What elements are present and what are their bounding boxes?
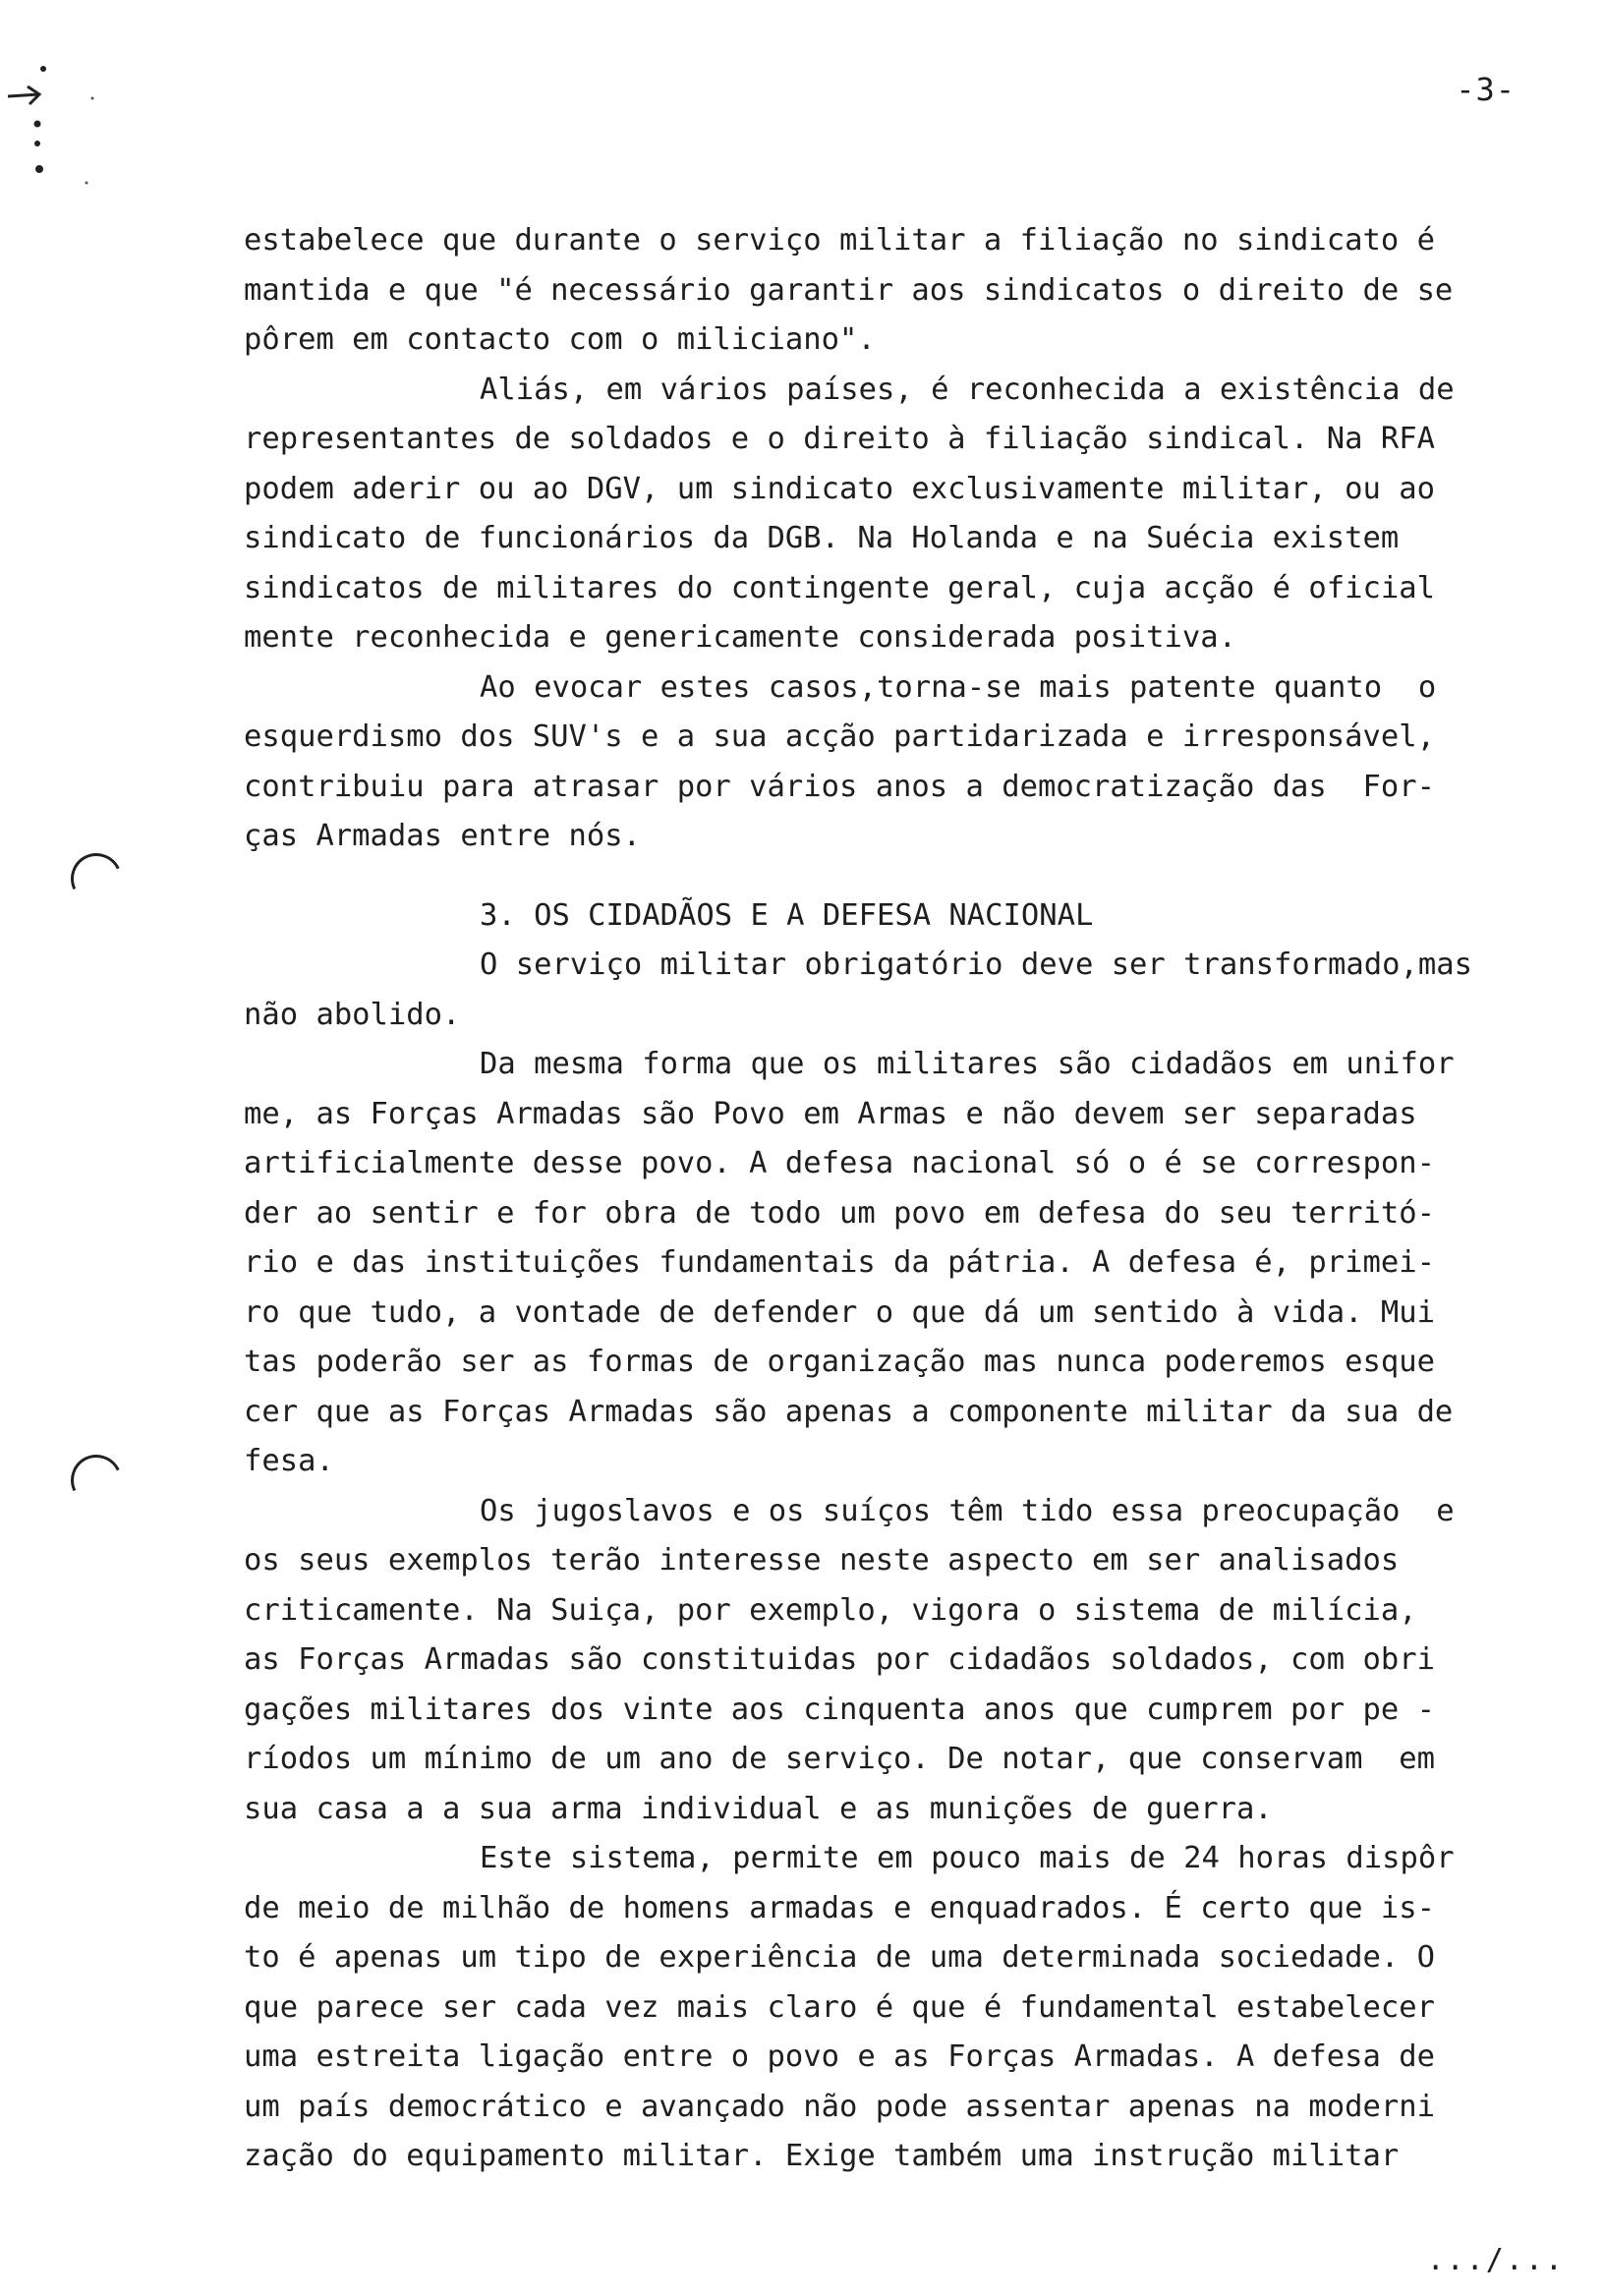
- text-line: to é apenas um tipo de experiência de uma determinada sociedade. O: [244, 1940, 1435, 1975]
- text-line: sindicato de funcionários da DGB. Na Holanda e na Suécia existem: [244, 521, 1400, 555]
- text-line: artificialmente desse povo. A defesa nacional só o é se correspon-: [244, 1146, 1435, 1180]
- text-line: me, as Forças Armadas são Povo em Armas e não devem ser separadas: [244, 1096, 1417, 1131]
- text-line: um país democrático e avançado não pode assentar apenas na moderni: [244, 2089, 1435, 2124]
- paragraph-start-line: Ao evocar estes casos,torna-se mais patente quanto o: [480, 669, 1437, 705]
- text-line: pôrem em contacto com o miliciano".: [244, 322, 876, 357]
- text-line: mente reconhecida e genericamente considerada positiva.: [244, 620, 1236, 655]
- paragraph-start-line: Aliás, em vários países, é reconhecida a existência de: [480, 372, 1455, 407]
- text-line: as Forças Armadas são constituidas por cidadãos soldados, com obri: [244, 1642, 1435, 1677]
- paragraph-start-line: Os jugoslavos e os suíços têm tido essa preocupação e: [480, 1493, 1455, 1528]
- binder-hole-upper: [64, 846, 130, 912]
- text-line: estabelece que durante o serviço militar a filiação no sindicato é: [244, 223, 1435, 258]
- paragraph-start-line: O serviço militar obrigatório deve ser transformado,mas: [480, 947, 1472, 982]
- text-line: gações militares dos vinte aos cinquenta anos que cumprem por pe -: [244, 1692, 1435, 1727]
- text-line: que parece ser cada vez mais claro é que é fundamental estabelecer: [244, 1989, 1435, 2025]
- text-line: fesa.: [244, 1444, 334, 1478]
- text-line: rio e das instituições fundamentais da pátria. A defesa é, primei-: [244, 1245, 1435, 1280]
- text-line: mantida e que "é necessário garantir aos sindicatos o direito de se: [244, 272, 1454, 308]
- text-line: ro que tudo, a vontade de defender o que dá um sentido à vida. Mui: [244, 1294, 1435, 1330]
- text-line: tas poderão ser as formas de organização mas nunca poderemos esque: [244, 1345, 1435, 1379]
- document-body: [244, 216, 1573, 2182]
- text-line: der ao sentir e for obra de todo um povo em defesa do seu territó-: [244, 1195, 1435, 1231]
- scan-artifact-marks: [0, 59, 98, 197]
- text-line: cer que as Forças Armadas são apenas a componente militar da sua de: [244, 1394, 1454, 1429]
- text-line: ças Armadas entre nós.: [244, 819, 641, 853]
- text-line: ríodos um mínimo de um ano de serviço. De notar, que conservam em: [244, 1742, 1435, 1776]
- text-line: contribuiu para atrasar por vários anos a democratização das For-: [244, 769, 1435, 804]
- text-line: zação do equipamento militar. Exige também uma instrução militar: [244, 2139, 1400, 2173]
- text-line: de meio de milhão de homens armadas e enquadrados. É certo que is-: [244, 1890, 1435, 1925]
- section-heading: 3. OS CIDADÃOS E A DEFESA NACIONAL: [480, 897, 1094, 933]
- continuation-mark: .../...: [1426, 2243, 1565, 2277]
- text-line: criticamente. Na Suiça, por exemplo, vigora o sistema de milícia,: [244, 1592, 1417, 1628]
- text-line: sua casa a a sua arma individual e as munições de guerra.: [244, 1791, 1273, 1826]
- paragraph-start-line: Este sistema, permite em pouco mais de 24 horas dispôr: [480, 1841, 1455, 1875]
- text-line: podem aderir ou ao DGV, um sindicato exclusivamente militar, ou ao: [244, 471, 1435, 506]
- text-line: os seus exemplos terão interesse neste aspecto em ser analisados: [244, 1543, 1400, 1578]
- page-number: -3-: [1456, 71, 1516, 108]
- paragraph-start-line: Da mesma forma que os militares são cidadãos em unifor: [480, 1047, 1455, 1081]
- text-line: sindicatos de militares do contingente geral, cuja acção é oficial: [244, 570, 1435, 605]
- text-line: não abolido.: [244, 997, 461, 1032]
- text-line: esquerdismo dos SUV's e a sua acção partidarizada e irresponsável,: [244, 719, 1435, 754]
- binder-hole-lower: [64, 1448, 130, 1514]
- text-line: representantes de soldados e o direito à filiação sindical. Na RFA: [244, 422, 1435, 456]
- text-line: uma estreita ligação entre o povo e as Forças Armadas. A defesa de: [244, 2039, 1435, 2074]
